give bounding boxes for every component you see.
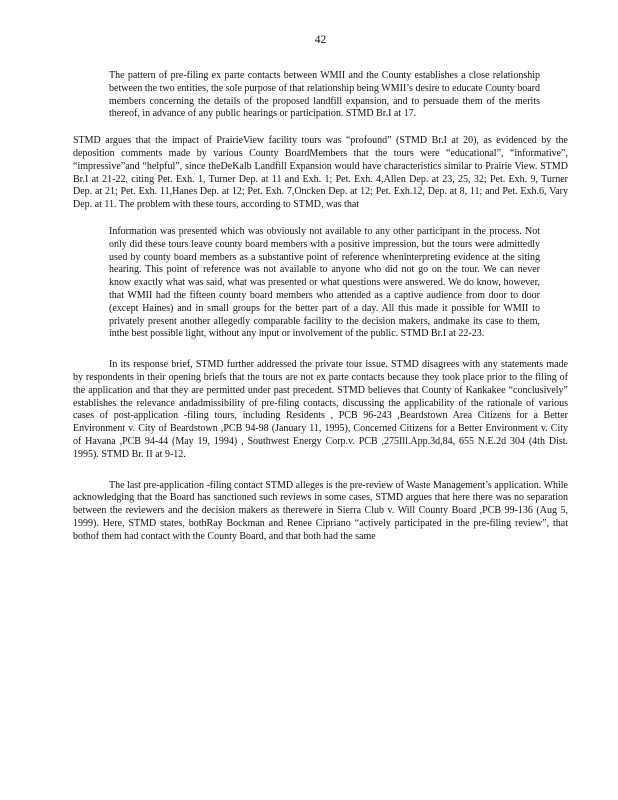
paragraph-response-brief: In its response brief, STMD further addressed the private tour issue. STMD disagrees with any statements made by respondents in their opening briefs that the tours are not ex parte contacts because they took place prior to the filing of the application and that they are permitted under past precedent. STMD believes that County of Kankakee “conclusively” establishes the relevance andadmissibility of pre-filing contacts, discussing the applicability of the rationale of various cases of post-application -filing tours, including Residents , PCB 96-243 ,Beardstown Area Citizens for a Better Environment v. City of Beardstown ,PCB 94-98 (January 11, 1995), Concerned Citizens for a Better Environment v. City of Havana ,PCB 94-44 (May 19, 1994) , Southwest Energy Corp.v. PCB ,275Ill.App.3d,84, 655 N.E.2d 304 (4th Dist. 1995). STMD Br. II at 9-12. (73, 359, 568, 460)
block-quote-tour-information: Information was presented which was obviously not available to any other participant in the process. Not only did these tours leave county board members with a positive impression, but the tours were admittedly used by county board members as a substantive point of reference wheninterpreting evidence at the siting hearing. This point of reference was not available to anyone who did not go on the tour. We can never know exactly what was said, what was presented or what questions were answered. We do know, however, that WMII had the fifteen county board members who attended as a captive audience from door to door (except Haines) and in small groups for the better part of a day. All this made it possible for WMII to privately present another allegedly comparable facility to the decision makers, andmake its case to them, inthe best possible light, without any input or involvement of the public. STMD Br.I at 22-23. (109, 225, 540, 340)
block-quote-wmii-pattern: The pattern of pre-filing ex parte contacts between WMII and the County establishes a close relationship between the two entities, the sole purpose of that relationship being WMII’s desire to educate County board members concerning the details of the proposed landfill expansion, and to persuade them of the merits thereof, in advance of any public hearings or participation. STMD Br.I at 17. (109, 70, 540, 120)
paragraph-pre-review: The last pre-application -filing contact STMD alleges is the pre-review of Waste Management’s application. While acknowledging that the Board has sanctioned such reviews in some cases, STMD argues that here there was no separation between the reviewers and the decision makers as therewere in Sierra Club v. Will County Board ,PCB 99-136 (Aug 5, 1999). Here, STMD states, bothRay Bockman and Renee Cipriano “actively participated in the pre-filing review”, that bothof them had contact with the County Board, and that both had the same (73, 479, 568, 542)
page-number: 42 (314, 34, 327, 46)
paragraph-tour-impact: STMD argues that the impact of PrairieView facility tours was “profound” (STMD Br.I at 20), as evidenced by the deposition comments made by various County BoardMembers that the tours were “educational”, “informative”, “impressive”and “helpful”, since theDeKalb Landfill Expansion would have characteristics similar to Prairie View. STMD Br.I at 21-22, citing Pet. Exh. 1, Turner Dep. at 11 and Exh. 1; Pet. Exh. 4,Allen Dep. at 23, 25, 32; Pet. Exh. 9, Turner Dep. at 21; Pet. Exh. 11,Hanes Dep. at 12; Pet. Exh. 7,Oncken Dep. at 12; Pet. Exh.12, Dep. at 8, 11; and Pet. Exh.6, Vary Dep. at 11. The problem with these tours, according to STMD, was that (73, 135, 568, 211)
